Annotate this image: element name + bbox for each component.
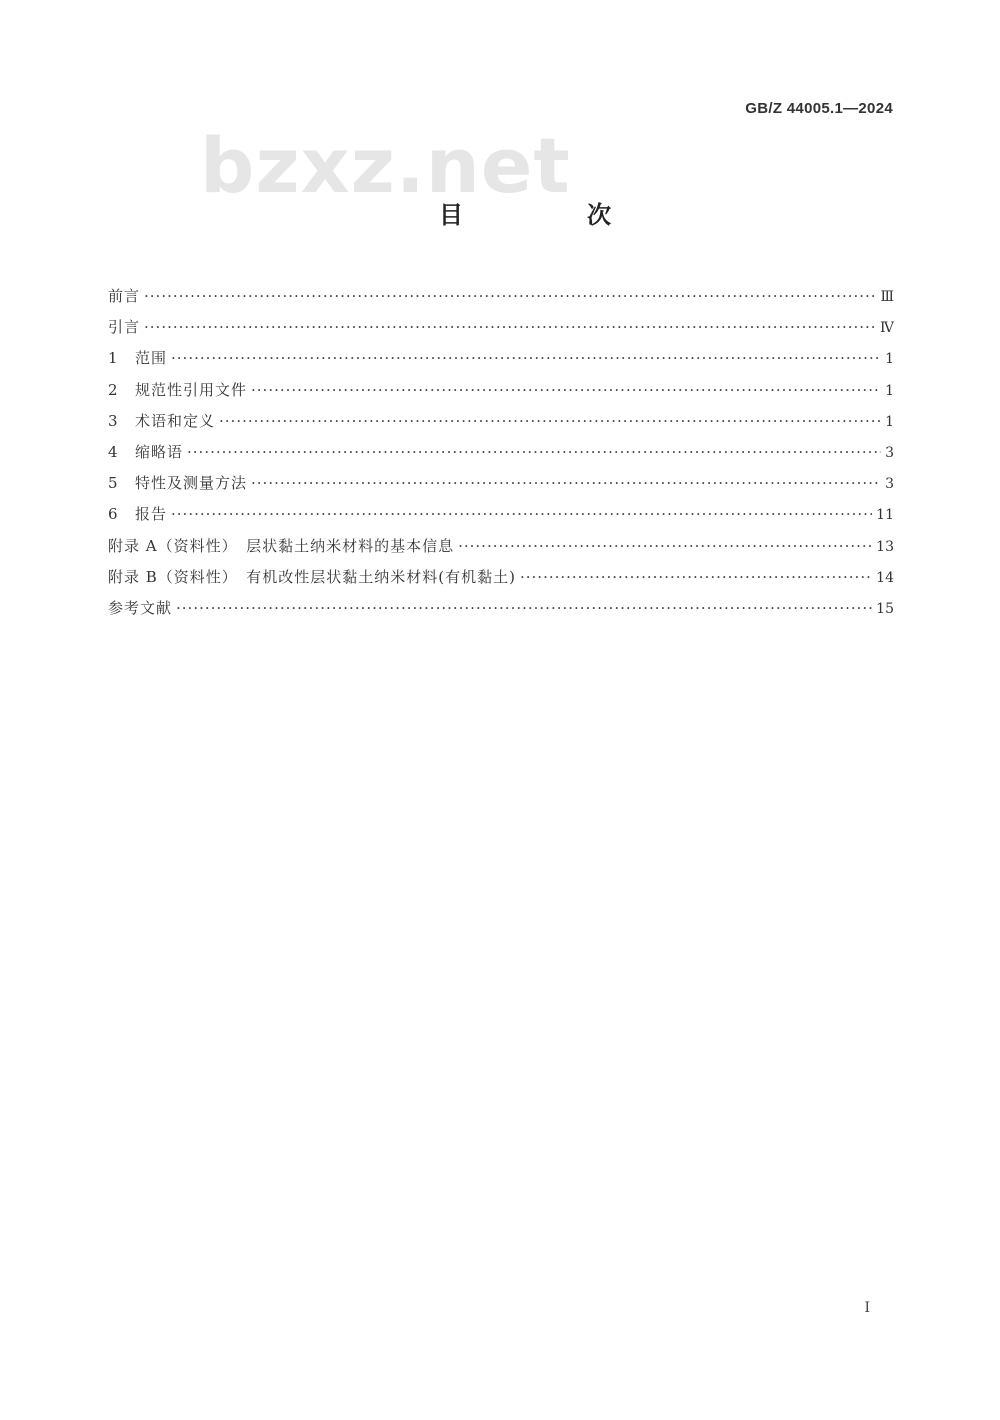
toc-entry-page: Ⅲ (880, 289, 894, 305)
toc-entry-foreword[interactable] (108, 281, 894, 312)
toc-entry-normative-references[interactable] (108, 375, 894, 406)
toc-entry-label: 参考文献 (108, 598, 173, 617)
dot-leader (219, 406, 881, 437)
toc-entry-report[interactable] (108, 499, 894, 530)
toc-entry-number: 5 (108, 474, 118, 493)
page-number: Ⅰ (864, 1300, 870, 1316)
toc-entry-annex-a[interactable] (108, 531, 894, 562)
toc-entry-page: 11 (876, 507, 894, 524)
dot-leader (520, 562, 872, 593)
toc-entry-label: 缩略语 (135, 442, 184, 461)
toc-entry-number: 2 (108, 380, 118, 399)
toc-entry-abbreviations[interactable] (108, 437, 894, 468)
toc-entry-page: 1 (885, 382, 894, 399)
toc-entry-page: 3 (885, 476, 894, 493)
toc-entry-annex-b[interactable] (108, 562, 894, 593)
dot-leader (144, 312, 876, 343)
dot-leader (171, 499, 872, 530)
dot-leader (171, 343, 881, 374)
dot-leader (144, 281, 876, 312)
toc-entry-label: 附录 B（资料性） 有机改性层状黏土纳米材料(有机黏土) (108, 567, 516, 586)
toc-entry-label: 前言 (108, 287, 141, 305)
toc-entry-number: 3 (108, 411, 118, 430)
toc-entry-label: 报告 (135, 505, 168, 524)
toc-entry-scope[interactable] (108, 343, 894, 374)
toc-entry-page: 14 (876, 569, 894, 586)
watermark: bzxz.net (200, 121, 571, 210)
toc-title: 目 次 (439, 201, 661, 229)
toc-entry-bibliography[interactable] (108, 593, 894, 624)
toc-entry-page: Ⅳ (880, 320, 894, 337)
toc-entry-terms-definitions[interactable] (108, 406, 894, 437)
toc-entry-number: 6 (108, 505, 118, 524)
toc-entry-label: 特性及测量方法 (135, 474, 248, 493)
toc-entry-page: 13 (876, 538, 894, 555)
toc-entry-label: 范围 (135, 349, 168, 368)
toc-entry-label: 引言 (108, 318, 141, 337)
toc-entry-label: 术语和定义 (135, 411, 216, 430)
toc-entry-page: 3 (885, 444, 894, 461)
dot-leader (176, 593, 872, 624)
toc-entry-page: 1 (885, 413, 894, 430)
dot-leader (251, 468, 881, 499)
standard-code: GB/Z 44005.1—2024 (745, 100, 893, 117)
toc-entry-introduction[interactable] (108, 312, 894, 343)
toc-entry-label: 规范性引用文件 (135, 380, 248, 399)
toc-entry-page: 15 (876, 600, 894, 617)
table-of-contents (108, 281, 894, 624)
toc-entry-number: 4 (108, 442, 118, 461)
toc-entry-page: 1 (885, 351, 894, 368)
toc-entry-label: 附录 A（资料性） 层状黏土纳米材料的基本信息 (108, 536, 455, 555)
dot-leader (187, 437, 881, 468)
dot-leader (251, 375, 881, 406)
toc-entry-number: 1 (108, 349, 118, 368)
toc-entry-characteristics-methods[interactable] (108, 468, 894, 499)
dot-leader (458, 531, 872, 562)
